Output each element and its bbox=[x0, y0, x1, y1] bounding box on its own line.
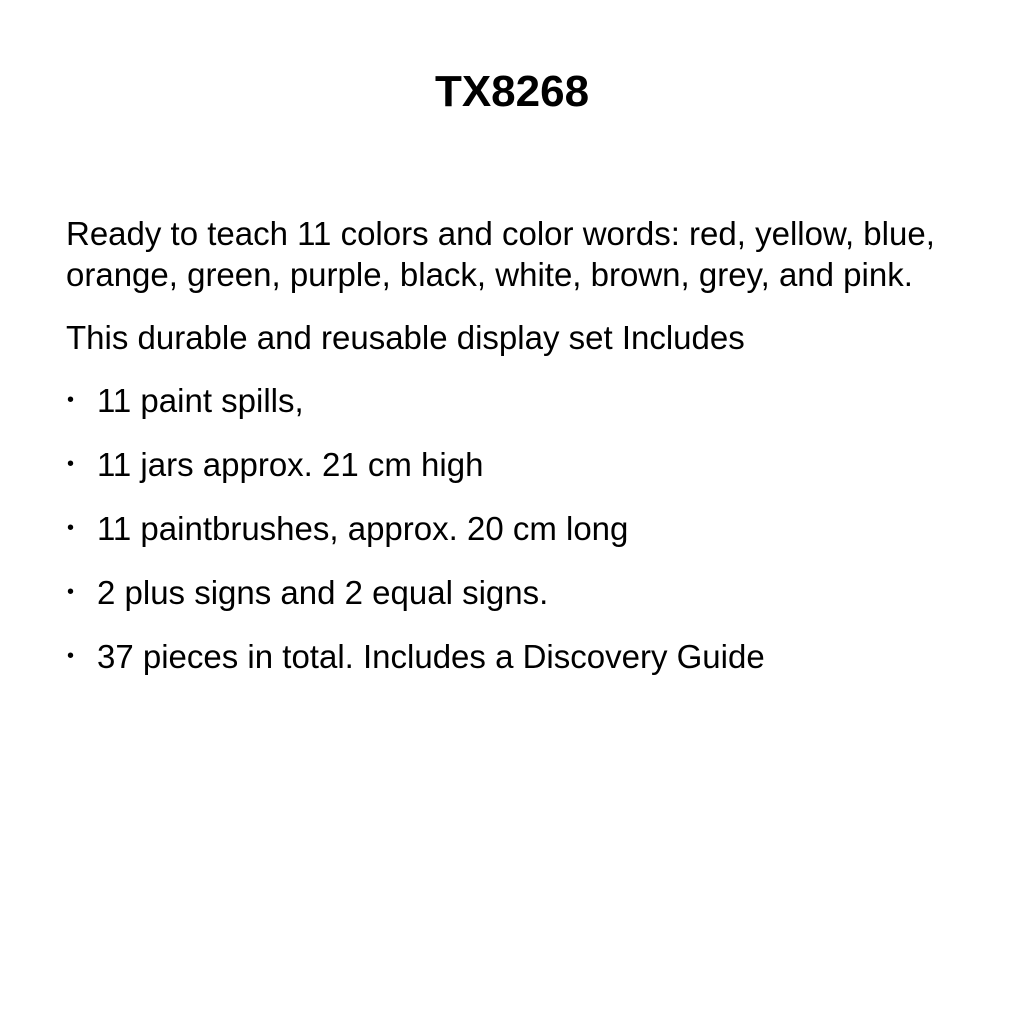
list-item-text: 2 plus signs and 2 equal signs. bbox=[97, 574, 549, 611]
list-item-text: 37 pieces in total. Includes a Discovery Guide bbox=[97, 638, 765, 675]
bullet-icon: • bbox=[67, 389, 75, 411]
product-code-title: TX8268 bbox=[434, 67, 590, 116]
bullet-icon: • bbox=[67, 453, 75, 475]
intro-paragraph: Ready to teach 11 colors and color words: red, yellow, blue, orange, green, purple, black, white, brown, grey, and pink. bbox=[66, 215, 935, 293]
list-item bbox=[66, 444, 966, 485]
list-item-text: 11 jars approx. 21 cm high bbox=[97, 446, 484, 483]
bullet-icon: • bbox=[67, 645, 75, 667]
product-description bbox=[66, 213, 966, 700]
bullet-icon: • bbox=[67, 517, 75, 539]
list-item bbox=[66, 508, 966, 549]
list-item bbox=[66, 636, 966, 677]
includes-lead-text: This durable and reusable display set Includes bbox=[66, 319, 745, 356]
list-item-text: 11 paintbrushes, approx. 20 cm long bbox=[97, 510, 629, 547]
list-item bbox=[66, 572, 966, 613]
list-item-text: 11 paint spills, bbox=[97, 382, 304, 419]
list-item bbox=[66, 380, 966, 421]
bullet-icon: • bbox=[67, 581, 75, 603]
contents-list bbox=[66, 380, 966, 677]
